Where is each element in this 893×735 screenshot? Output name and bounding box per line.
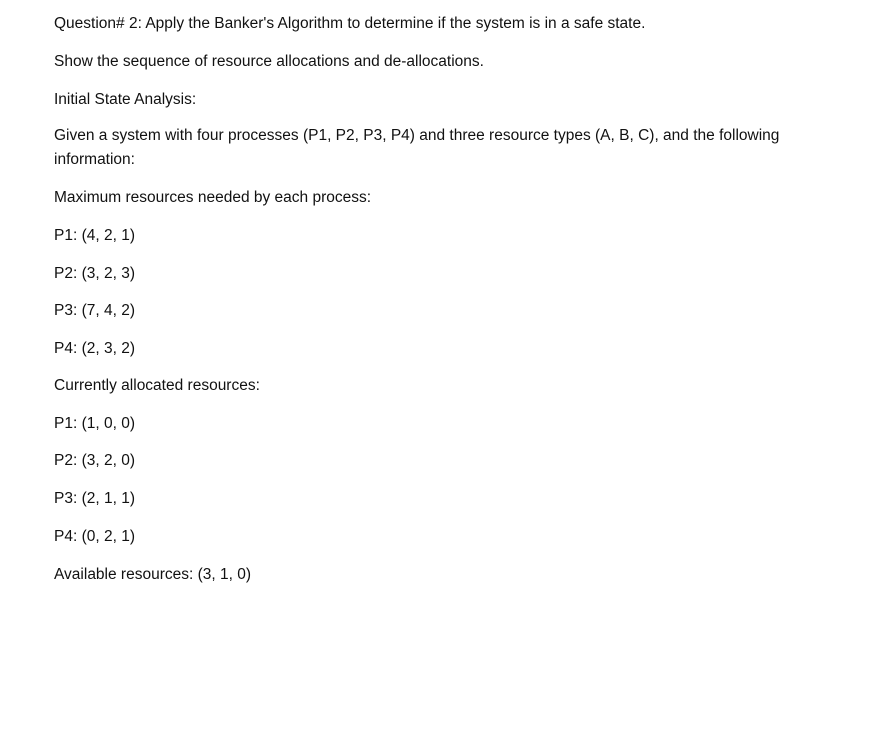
max-resource-item: P2: (3, 2, 3) xyxy=(54,265,135,282)
question-title: Question# 2: Apply the Banker's Algorithm to determine if the system is in a safe state. xyxy=(54,15,646,32)
max-resource-item: P1: (4, 2, 1) xyxy=(54,227,135,244)
max-resource-item: P4: (2, 3, 2) xyxy=(54,340,135,357)
allocated-resource-item: P2: (3, 2, 0) xyxy=(54,452,135,469)
allocated-resource-item: P1: (1, 0, 0) xyxy=(54,415,135,432)
max-resource-item: P3: (7, 4, 2) xyxy=(54,302,135,319)
allocated-resource-item: P4: (0, 2, 1) xyxy=(54,528,135,545)
initial-state-heading: Initial State Analysis: xyxy=(54,91,197,108)
available-resources: Available resources: (3, 1, 0) xyxy=(54,566,252,583)
instruction-text: Show the sequence of resource allocations and de-allocations. xyxy=(54,53,484,70)
max-resources-heading: Maximum resources needed by each process: xyxy=(54,189,372,206)
allocated-resources-heading: Currently allocated resources: xyxy=(54,377,260,394)
allocated-resource-item: P3: (2, 1, 1) xyxy=(54,490,135,507)
given-paragraph: Given a system with four processes (P1, P2, P3, P4) and three resource types (A, B, C), and the following information: xyxy=(54,127,780,168)
